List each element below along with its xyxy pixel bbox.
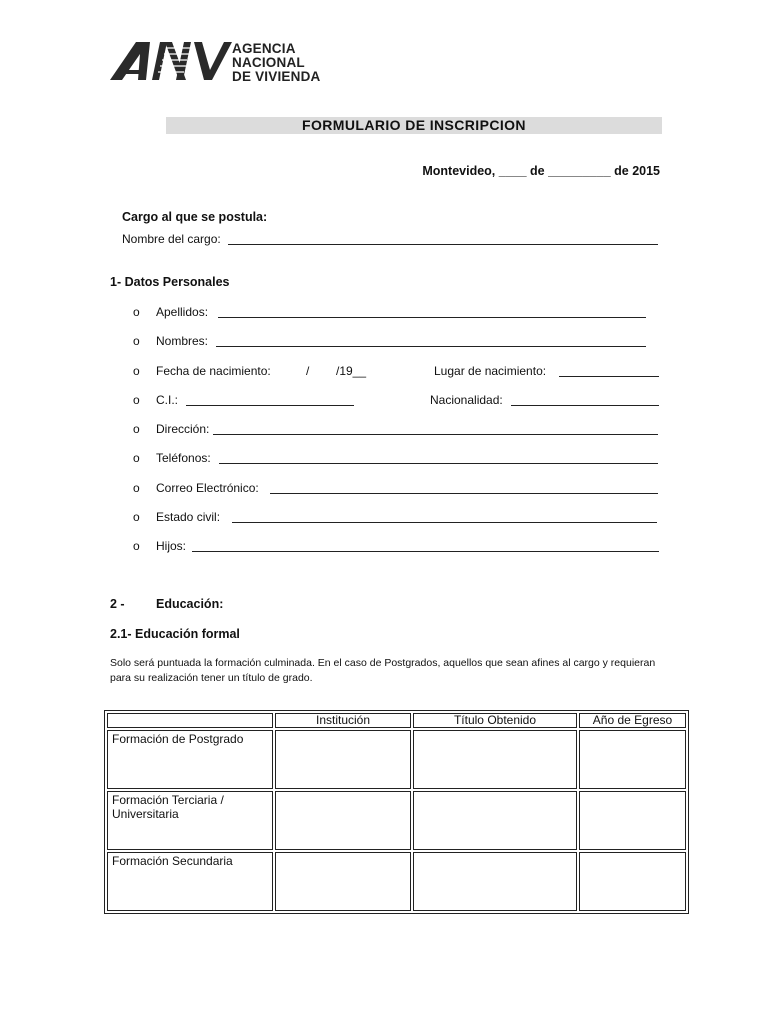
institucion-cell[interactable] [275, 730, 411, 789]
education-table [104, 710, 689, 914]
bullet: o [133, 393, 140, 407]
logo-line: AGENCIA [232, 41, 296, 56]
ci-label: C.I.: [156, 393, 179, 407]
telefonos-field[interactable] [219, 463, 658, 464]
fecha-label: Fecha de nacimiento: [156, 364, 271, 378]
row-label: Formación Terciaria / Universitaria [107, 791, 273, 850]
table-row [107, 791, 686, 850]
bullet: o [133, 364, 140, 378]
form-title: FORMULARIO DE INSCRIPCION [302, 117, 526, 133]
correo-field[interactable] [270, 493, 658, 494]
bullet: o [133, 422, 140, 436]
table-header-cell [107, 713, 273, 728]
institucion-cell[interactable] [275, 852, 411, 911]
cargo-heading: Cargo al que se postula: [122, 210, 268, 224]
lugar-label: Lugar de nacimiento: [434, 364, 547, 378]
logo-line: NACIONAL [232, 55, 305, 70]
titulo-cell[interactable] [413, 730, 577, 789]
direccion-field[interactable] [213, 434, 658, 435]
telefonos-label: Teléfonos: [156, 451, 211, 465]
anio-cell[interactable] [579, 791, 686, 850]
nacionalidad-label: Nacionalidad: [430, 393, 503, 407]
hijos-label: Hijos: [156, 539, 187, 553]
titulo-cell[interactable] [413, 791, 577, 850]
section2-subheading: 2.1- Educación formal [110, 627, 240, 641]
bullet: o [133, 510, 140, 524]
section1-heading: 1- Datos Personales [110, 275, 230, 289]
table-header-cell: Año de Egreso [579, 713, 686, 728]
anio-cell[interactable] [579, 730, 686, 789]
titulo-cell[interactable] [413, 852, 577, 911]
hijos-field[interactable] [192, 551, 659, 552]
education-note: Solo será puntuada la formación culminada. En el caso de Postgrados, aquellos que sean afines al cargo y requieran para su realización tener un título de grado. [110, 657, 656, 684]
institucion-cell[interactable] [275, 791, 411, 850]
table-header-cell: Título Obtenido [413, 713, 577, 728]
correo-label: Correo Electrónico: [156, 481, 259, 495]
apellidos-label: Apellidos: [156, 305, 209, 319]
bullet: o [133, 334, 140, 348]
anio-cell[interactable] [579, 852, 686, 911]
section2-heading: Educación: [156, 597, 224, 611]
cargo-name-field[interactable] [228, 244, 658, 245]
table-header-cell: Institución [275, 713, 411, 728]
nombres-field[interactable] [216, 346, 646, 347]
cargo-name-label: Nombre del cargo: [122, 232, 221, 246]
anv-logo-mark [110, 40, 232, 82]
logo-text [232, 42, 320, 84]
fecha-separator: / [306, 364, 310, 378]
section2-number: 2 - [110, 597, 125, 611]
direccion-label: Dirección: [156, 422, 210, 436]
apellidos-field[interactable] [218, 317, 646, 318]
table-row [107, 852, 686, 911]
logo-line: DE VIVIENDA [232, 69, 321, 84]
table-header-row [107, 713, 686, 728]
bullet: o [133, 539, 140, 553]
row-label: Formación Secundaria [107, 852, 273, 911]
estado-field[interactable] [232, 522, 657, 523]
table-row [107, 730, 686, 789]
estado-label: Estado civil: [156, 510, 221, 524]
nacionalidad-field[interactable] [511, 405, 659, 406]
date-line: Montevideo, ____ de _________ de 2015 [422, 164, 660, 178]
bullet: o [133, 481, 140, 495]
row-label: Formación de Postgrado [107, 730, 273, 789]
lugar-field[interactable] [559, 376, 659, 377]
ci-field[interactable] [186, 405, 354, 406]
fecha-year[interactable]: /19__ [336, 364, 367, 378]
nombres-label: Nombres: [156, 334, 209, 348]
bullet: o [133, 305, 140, 319]
bullet: o [133, 451, 140, 465]
